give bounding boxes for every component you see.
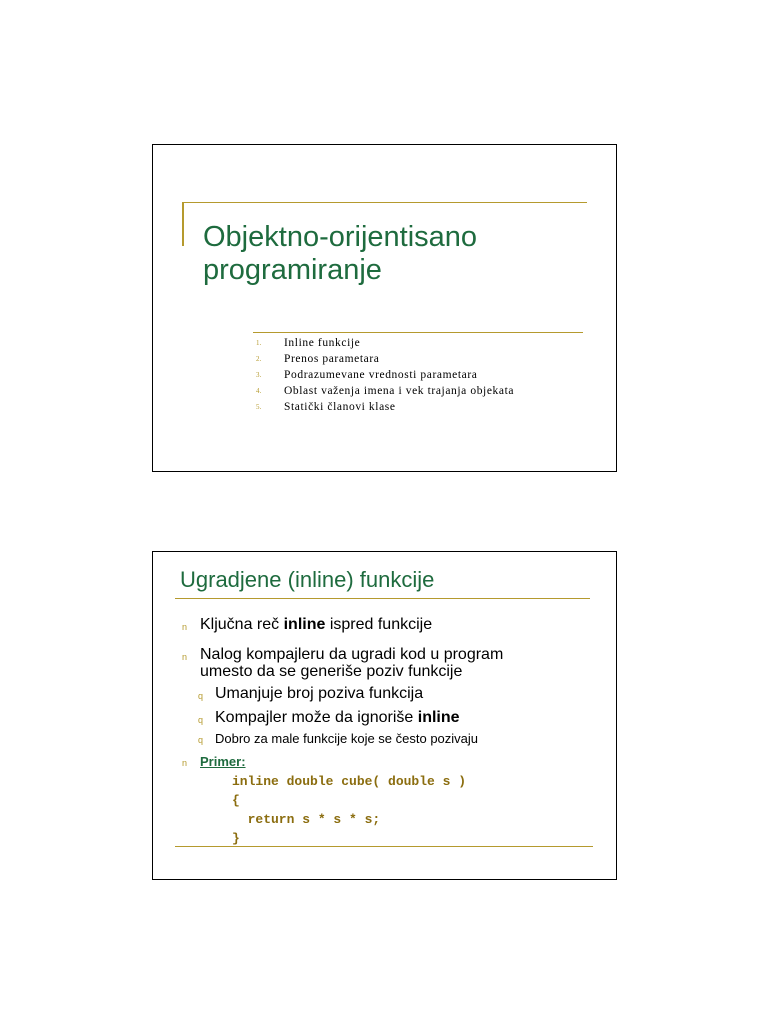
slide-title-heading: Ugradjene (inline) funkcije bbox=[180, 567, 435, 592]
sub-bullet-may-ignore bbox=[215, 709, 460, 727]
footer-rule bbox=[175, 846, 593, 847]
keyword-inline: inline bbox=[283, 616, 326, 633]
topic-number: 3. bbox=[256, 371, 262, 379]
topic-text: Oblast važenja imena i vek trajanja objekata bbox=[284, 385, 515, 397]
topics-list bbox=[253, 335, 514, 415]
topic-item bbox=[253, 351, 514, 367]
bullet-text: Ključna reč bbox=[200, 616, 284, 633]
slide-title bbox=[152, 144, 617, 472]
title-accent-bar bbox=[182, 202, 184, 246]
title-rule bbox=[175, 598, 590, 599]
bullet-text-line-1: Nalog kompajleru da ugradi kod u program bbox=[200, 646, 504, 663]
bullet-icon: n bbox=[182, 652, 188, 662]
bullet-compiler-order bbox=[200, 646, 503, 680]
bullet-text: ispred funkcije bbox=[325, 616, 433, 633]
slide-inline-functions bbox=[152, 551, 617, 880]
sub-bullet-fewer-calls: Umanjuje broj poziva funkcija bbox=[215, 685, 424, 702]
code-line: } bbox=[232, 831, 240, 846]
bullet-text-line-2: umesto da se generiše poziv funkcije bbox=[200, 663, 463, 680]
title-line-1: Objektno-orijentisano bbox=[203, 221, 478, 253]
topic-text: Statički članovi klase bbox=[284, 401, 396, 413]
sub-bullet-small-functions: Dobro za male funkcije koje se često pozivaju bbox=[215, 731, 479, 746]
topics-rule bbox=[253, 332, 583, 333]
bullet-icon: n bbox=[182, 622, 188, 632]
sub-bullet-icon: q bbox=[198, 735, 204, 745]
presentation-title bbox=[203, 221, 583, 287]
bullet-icon: n bbox=[182, 758, 188, 768]
code-line: inline double cube( double s ) bbox=[232, 774, 467, 789]
code-line: { bbox=[232, 793, 240, 808]
topic-item bbox=[253, 335, 514, 351]
topic-number: 1. bbox=[256, 339, 262, 347]
bullet-keyword-inline bbox=[200, 616, 432, 633]
topic-text: Inline funkcije bbox=[284, 337, 361, 349]
topic-text: Podrazumevane vrednosti parametara bbox=[284, 369, 478, 381]
sub-bullet-icon: q bbox=[198, 691, 204, 701]
keyword-inline: inline bbox=[417, 709, 460, 726]
topic-item bbox=[253, 399, 514, 415]
topic-item bbox=[253, 367, 514, 383]
title-line-2: programiranje bbox=[203, 254, 382, 286]
primer-label: Primer: bbox=[200, 754, 246, 769]
topic-number: 5. bbox=[256, 403, 262, 411]
topic-text: Prenos parametara bbox=[284, 353, 380, 365]
title-rule bbox=[184, 202, 587, 203]
sub-bullet-text: Kompajler može da ignoriše bbox=[215, 709, 418, 726]
topic-number: 4. bbox=[256, 387, 262, 395]
topic-number: 2. bbox=[256, 355, 262, 363]
topic-item bbox=[253, 383, 514, 399]
code-line: return s * s * s; bbox=[232, 812, 381, 827]
sub-bullet-icon: q bbox=[198, 715, 204, 725]
